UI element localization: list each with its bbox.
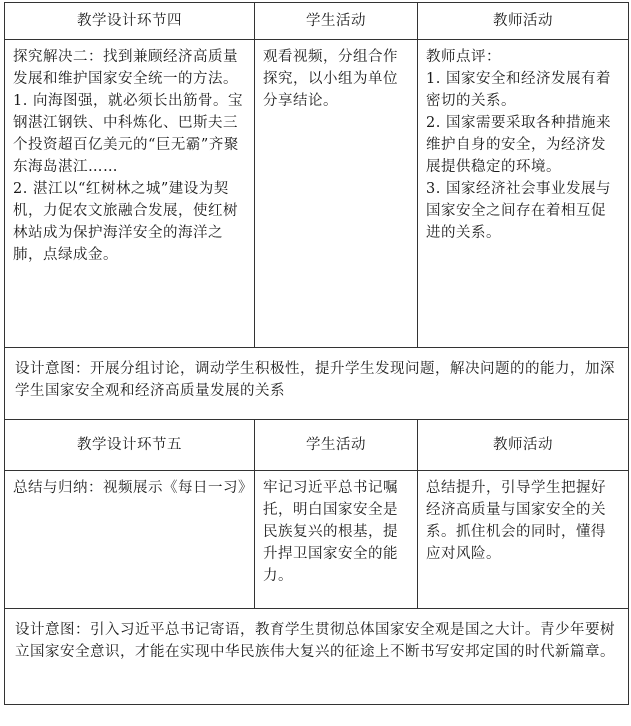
section4-teacher-header: 教师活动 <box>418 3 629 40</box>
section5-teacher-header: 教师活动 <box>418 420 629 471</box>
section5-student-header: 学生活动 <box>255 420 418 471</box>
section5-student-cell: 牢记习近平总书记嘱托，明白国家安全是民族复兴的根基，提升捍卫国家安全的能力。 <box>255 471 418 609</box>
section4-design-intent: 设计意图：开展分组讨论，调动学生积极性，提升学生发现问题，解决问题的的能力，加深学生国家安全观和经济高质量发展的关系 <box>5 348 629 420</box>
section5-stage-header: 教学设计环节五 <box>5 420 255 471</box>
section5-header-row <box>5 420 629 471</box>
section4-teacher-cell: 教师点评： 1. 国家安全和经济发展有着密切的关系。 2. 国家需要采取各种措施来维护自身的安全，为经济发展提供稳定的环境。 3. 国家经济社会事业发展与国家安全之间存在着相互促进的关系。 <box>418 40 629 348</box>
section4-header-row <box>5 3 629 40</box>
section4-stage-cell: 探究解决二：找到兼顾经济高质量发展和维护国家安全统一的方法。 1. 向海图强，就必须长出筋骨。宝钢湛江钢铁、中科炼化、巴斯夫三个投资超百亿美元的“巨无霸”齐聚东海岛湛江…… 2. 湛江以“红树林之城”建设为契机，力促农文旅融合发展，使红树林站成为保护海洋安全的海洋之肺，点绿成金。 <box>5 40 255 348</box>
section5-design-intent: 设计意图：引入习近平总书记寄语，教育学生贯彻总体国家安全观是国之大计。青少年要树立国家安全意识，才能在实现中华民族伟大复兴的征途上不断书写安邦定国的时代新篇章。 <box>5 609 629 705</box>
section5-teacher-cell: 总结提升，引导学生把握好经济高质量与国家安全的关系。抓住机会的同时，懂得应对风险。 <box>418 471 629 609</box>
section4-content-row <box>5 40 629 348</box>
section4-intent-row <box>5 348 629 420</box>
section5-intent-row <box>5 609 629 705</box>
section5-stage-cell: 总结与归纳：视频展示《每日一习》 <box>5 471 255 609</box>
section4-stage-header: 教学设计环节四 <box>5 3 255 40</box>
section5-content-row <box>5 471 629 609</box>
section4-student-cell: 观看视频，分组合作探究，以小组为单位分享结论。 <box>255 40 418 348</box>
lesson-plan-table <box>4 2 629 705</box>
section4-student-header: 学生活动 <box>255 3 418 40</box>
lesson-plan-sheet <box>4 2 628 724</box>
